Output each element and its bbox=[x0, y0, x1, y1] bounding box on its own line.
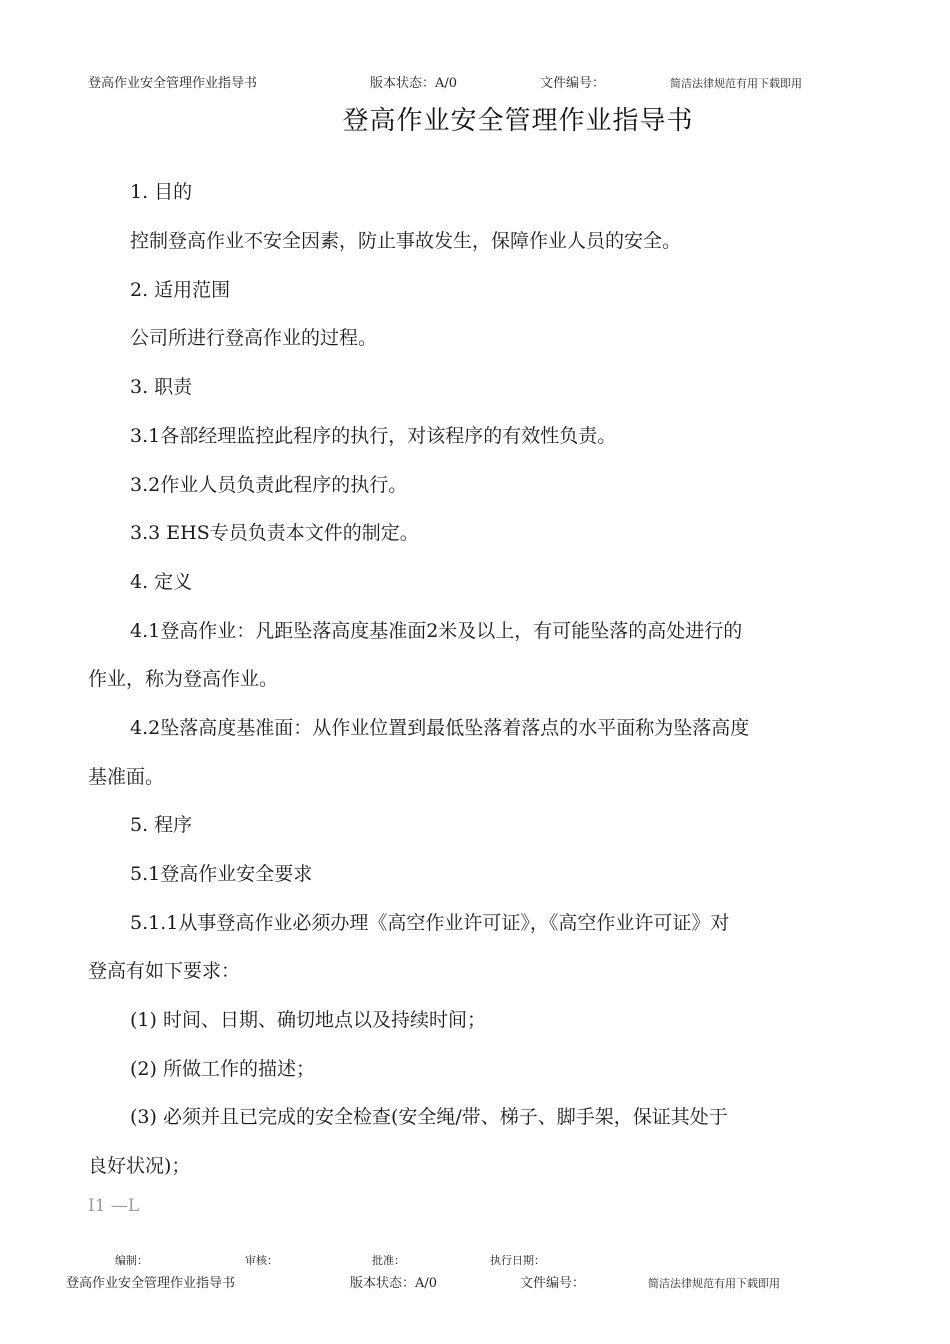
paragraph-line: 5.1登高作业安全要求 bbox=[130, 863, 313, 885]
sig-approve: 批准： bbox=[372, 1254, 405, 1267]
header-file-no: 文件编号： bbox=[540, 76, 606, 91]
list-item: (3) 必须并且已完成的安全检查(安全绳/带、梯子、脚手架，保证其处于 bbox=[130, 1106, 728, 1128]
section-heading-1: 1. 目的 bbox=[130, 181, 193, 203]
header-doc-name: 登高作业安全管理作业指导书 bbox=[88, 76, 258, 91]
document-title: 登高作业安全管理作业指导书 bbox=[342, 106, 694, 136]
paragraph-line: 基准面。 bbox=[88, 766, 165, 788]
list-item: (1) 时间、日期、确切地点以及持续时间； bbox=[130, 1009, 486, 1031]
list-item: (2) 所做工作的描述； bbox=[130, 1058, 315, 1080]
paragraph-line: 公司所进行登高作业的过程。 bbox=[130, 327, 378, 349]
paragraph-line: 良好状况)； bbox=[88, 1155, 191, 1177]
sig-review: 审核： bbox=[245, 1254, 278, 1267]
paragraph-line: 5.1.1从事登高作业必须办理《高空作业许可证》，《高空作业许可证》对 bbox=[130, 912, 730, 934]
footer-version: 版本状态：A/0 bbox=[350, 1276, 438, 1291]
paragraph-line: 控制登高作业不安全因素，防止事故发生，保障作业人员的安全。 bbox=[130, 230, 682, 252]
paragraph-line: 作业，称为登高作业。 bbox=[88, 668, 279, 690]
section-heading-3: 3. 职责 bbox=[130, 376, 193, 398]
header-version: 版本状态：A/0 bbox=[370, 76, 458, 91]
paragraph-line: 4.1登高作业：凡距坠落高度基准面2米及以上，有可能坠落的高处进行的 bbox=[130, 620, 743, 642]
paragraph-line: 登高有如下要求： bbox=[88, 960, 241, 982]
paragraph-line: 3.3 EHS专员负责本文件的制定。 bbox=[130, 522, 419, 544]
sig-effective-date: 执行日期： bbox=[490, 1254, 545, 1267]
footer-file-no: 文件编号： bbox=[520, 1276, 586, 1291]
section-heading-2: 2. 适用范围 bbox=[130, 279, 231, 301]
header-note: 简洁法律规范有用下载即用 bbox=[670, 77, 802, 90]
sig-compile: 编制： bbox=[115, 1254, 148, 1267]
section-heading-5: 5. 程序 bbox=[130, 814, 193, 836]
paragraph-line: 3.1各部经理监控此程序的执行，对该程序的有效性负责。 bbox=[130, 425, 617, 447]
footer-doc-name: 登高作业安全管理作业指导书 bbox=[66, 1276, 236, 1291]
paragraph-line: 4.2坠落高度基准面：从作业位置到最低坠落着落点的水平面称为坠落高度 bbox=[130, 717, 750, 739]
footer-note: 简洁法律规范有用下载即用 bbox=[648, 1277, 780, 1290]
page-mark: I1 —L bbox=[88, 1196, 140, 1216]
paragraph-line: 3.2作业人员负责此程序的执行。 bbox=[130, 474, 408, 496]
section-heading-4: 4. 定义 bbox=[130, 571, 193, 593]
